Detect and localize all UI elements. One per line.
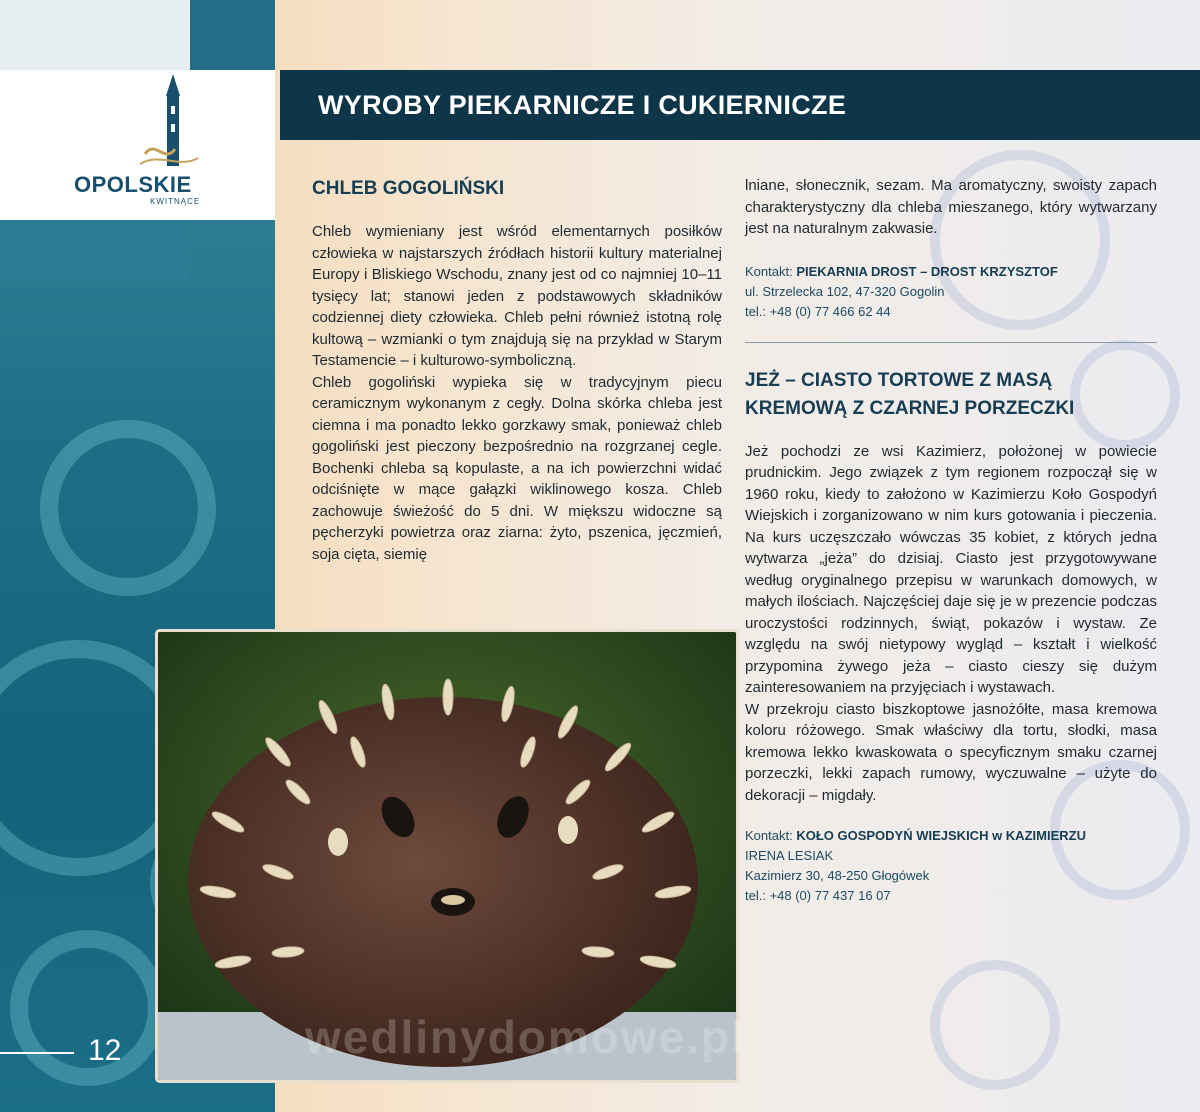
contact-person: IRENA LESIAK [745,848,834,863]
paragraph: Jeż pochodzi ze wsi Kazimierz, położonej w powiecie prudnickim. Jego związek z tym regionem rozpoczął się w 1960 roku, kiedy to założono w Kazimierzu Koło Gospodyń Wiejskich i zorganizowano w nim kurs gotowania i pieczenia. Na kurs uczęszczało wówczas 35 kobiet, z których jedna wytwarza „jeża” do dzisiaj. Ciasto jest przygotowywane według oryginalnego przepisu w warunkach domowych, w małych ilościach. Najczęściej daje się je w prezencie podczas uroczystości rodzinnych, świąt, pokazów i wystaw. Ze względu na swój nietypowy wygląd – kształt i wielkość przypomina żywego jeża – ciasto cieszy się dużym zainteresowaniem na przyjęciach i wystawach. [745,442,1157,696]
watermark: wedlinydomowe.pl [305,1011,746,1063]
section-heading: CHLEB GOGOLIŃSKI [312,178,505,199]
paragraph: lniane, słonecznik, sezam. Ma aromatyczny, swoisty zapach charakterystyczny dla chleba mieszanego, który wytwarzany jest na naturalnym zakwasie. [745,177,1157,237]
contact-label: Kontakt: [745,828,793,843]
page-number: 12 [88,1034,122,1067]
brand-name: OPOLSKIE [74,172,192,197]
sidebar-panel [190,0,275,70]
right-column [745,175,1157,906]
contact-name: PIEKARNIA DROST – DROST KRZYSZTOF [796,263,1058,279]
left-column [312,175,722,565]
contact-phone: tel.: +48 (0) 77 437 16 07 [745,888,891,903]
paragraph: Chleb wymieniany jest wśród elementarnych posiłków człowieka w najstarszych źródłach historii kultury materialnej Europy i Bliskiego Wschodu, znany jest od co najmniej 10–11 tysięcy lat; stanowi jeden z podstawowych składników codziennej diety człowieka. Chleb pełni również istotną rolę kultową – wzmianki o tym znajdują się na przykład w Starym Testamencie – i kulturowo-symboliczną. [312,223,722,369]
section-heading: JEŻ – CIASTO TORTOWE Z MASĄ KREMOWĄ Z CZARNEJ PORZECZKI [745,369,1075,419]
contact-line [745,262,1157,282]
contact-address: ul. Strzelecka 102, 47-320 Gogolin [745,283,945,299]
contact-label: Kontakt: [745,263,793,279]
brand-tagline: KWITNĄCE [150,197,201,206]
contact-phone: tel.: +48 (0) 77 466 62 44 [745,303,891,319]
tower-icon [140,74,200,169]
paragraph: Chleb gogoliński wypieka się w tradycyjnym piecu ceramicznym wykonanym z cegły. Dolna skórka chleba jest ciemna i ma ponadto lekko gorzkawy smak, ponieważ chleb gogoliński jest pieczony bezpośrednio na rozgrzanej cegle. Bochenki chleba są kopulaste, a na ich powierzchni widać odciśnięte w mące gałązki wiklinowego kosza. Chleb zachowuje świeżość do 5 dni. W miększu widoczne są pęcherzyki powietrza oraz ziarna: żyto, pszenica, jęczmień, soja cięta, siemię [312,373,722,563]
contact-line [745,826,1157,846]
sidebar-panel [0,220,190,280]
page-title: WYROBY PIEKARNICZE I CUKIERNICZE [318,90,847,120]
floral-ornament [930,960,1060,1090]
contact-name: KOŁO GOSPODYŃ WIEJSKICH w KAZIMIERZU [796,828,1086,843]
paragraph: W przekroju ciasto biszkoptowe jasnożółte, masa kremowa koloru różowego. Smak właściwy dla tortu, słodki, masa kremowa lekko kwaskowata o specyficznym smaku czarnej porzeczki, lekki zapach rumowy, wyczuwalne – użyte do dekoracji – migdały. [745,700,1157,804]
page-number-rule [0,1052,74,1054]
contact-address: Kazimierz 30, 48-250 Głogówek [745,868,930,883]
swirl-ornament [40,420,216,596]
sidebar-panel [0,0,190,70]
